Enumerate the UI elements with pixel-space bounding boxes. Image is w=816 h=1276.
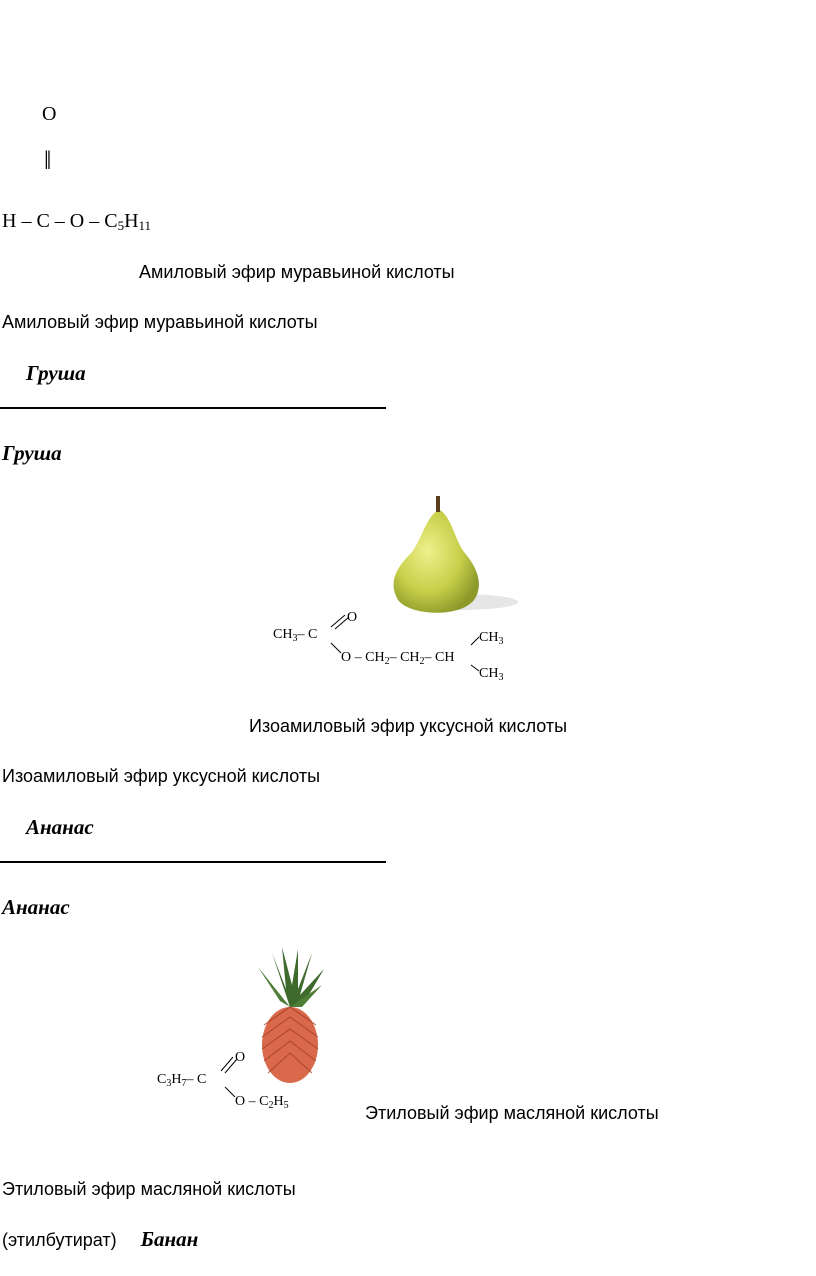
- heading-banana-line: (этилбутират) Банан: [2, 1227, 199, 1251]
- pear-image: [360, 490, 520, 620]
- heading-pineapple: Ананас: [2, 895, 70, 919]
- name-isoamyl-acetate: Изоамиловый эфир уксусной кислоты: [2, 766, 321, 786]
- ethyl-butyrate-formula: [155, 1045, 325, 1115]
- formula-ch3-bottom: $CH_3$: [479, 666, 504, 683]
- formula-c3h7: $C_3H_7-$ C: [157, 1072, 207, 1089]
- formula-o-top: O: [235, 1050, 246, 1065]
- isoamyl-acetate-formula: [265, 605, 525, 685]
- formula-ester-chain: O – $CH_2-$ $CH_2-$ CH: [341, 650, 455, 667]
- name-amyl-formate: Амиловый эфир муравьиной кислоты: [2, 312, 318, 332]
- caption-isoamyl-acetate: Изоамиловый эфир уксусной кислоты: [249, 716, 568, 736]
- divider: [0, 861, 386, 863]
- formula-o-top: O: [347, 610, 358, 625]
- formula-ch3-top: $CH_3$: [479, 630, 504, 647]
- heading-pear-marked: Груша: [26, 361, 86, 385]
- formula-o-c2h5: O – $C_2H_5$: [235, 1094, 289, 1111]
- formula-oxygen: O: [42, 103, 57, 125]
- heading-pineapple-marked: Ананас: [26, 815, 94, 839]
- caption-amyl-formate: Амиловый эфир муравьиной кислоты: [139, 262, 455, 282]
- formula-chain: H – C – O – $C_5H_{11}$: [2, 210, 152, 233]
- formula-double-bond: ‖: [44, 146, 52, 175]
- divider: [0, 407, 386, 409]
- caption-ethyl-butyrate: Этиловый эфир масляной кислоты: [365, 1103, 659, 1123]
- formula-ch3-left: $CH_3-$ C: [273, 627, 318, 644]
- heading-pear: Груша: [2, 441, 62, 465]
- name-ethyl-butyrate: Этиловый эфир масляной кислоты: [2, 1179, 296, 1199]
